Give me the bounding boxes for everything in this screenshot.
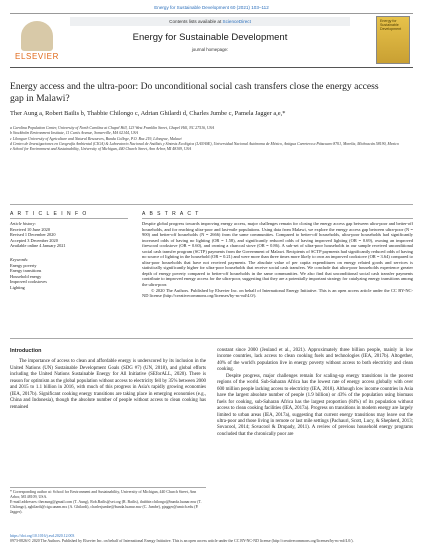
keyword[interactable]: Improved cookstoves bbox=[10, 279, 47, 285]
article-info-heading: A R T I C L E I N F O bbox=[10, 211, 88, 217]
author[interactable]: Adrian Ghilardi d bbox=[140, 110, 186, 117]
affiliation: d Centro de Investigaciones en Geografía Ambiental (CIGA) & Laboratorio Nacional de Análisis y Síntesis Ecológica (LANASE), Universidad Nacional Autónoma de México, Antigua Carretera a Pátzcuaro 8701, Morelia, Michoacán 58190, Mexico bbox=[10, 141, 399, 146]
homepage-prefix: journal homepage: bbox=[191, 47, 229, 52]
header-center bbox=[70, 17, 350, 52]
affiliation: a Carolina Population Center, University of North Carolina at Chapel Hill, 123 West Franklin Street, Chapel Hill, NC 27516, USA bbox=[10, 126, 215, 130]
section-heading: Introduction bbox=[10, 348, 42, 354]
history-label: Article history: bbox=[10, 221, 37, 226]
elsevier-logo[interactable] bbox=[13, 19, 61, 63]
divider bbox=[10, 338, 413, 339]
article-title: Energy access and the ultra-poor: Do unconditional social cash transfers close the energy access gap in Malawi? bbox=[10, 81, 379, 104]
sciencedirect-link[interactable]: ScienceDirect bbox=[222, 19, 251, 24]
journal-cover-thumbnail[interactable] bbox=[376, 16, 410, 64]
cover-title: Energy for Sustainable Development bbox=[380, 19, 402, 31]
author[interactable]: Robert Bailis b bbox=[45, 110, 84, 117]
article-info bbox=[10, 221, 128, 291]
issn-line: 0973-0826/© 2020 The Authors. Published by Elsevier Inc. on behalf of International Energy Initiative. This is an open access article under the CC BY-NC-ND license (http://creativecommons.org/licenses/by-nc-nd/4.0/). bbox=[10, 539, 354, 543]
divider bbox=[10, 218, 128, 219]
keyword[interactable]: Household energy bbox=[10, 273, 42, 279]
journal-header bbox=[10, 13, 413, 68]
publisher-name: ELSEVIER bbox=[15, 52, 59, 61]
accepted-date: Accepted 3 December 2020 bbox=[10, 237, 58, 243]
homepage-line bbox=[70, 47, 350, 52]
abstract-text: Despite global progress towards improving energy access, major challenges remain for closing the energy access gap between ultra-poor and better-off households, and for reaching ultra-poor and last-mile populations. Using data from Malawi, we explore the energy access gap between ultra-poor (N = 900) and better-off households (N = 2666) from the same communities. Compared to better-off households, ultra-poor households had significantly increased odds of having no lighting (OR = 1.58), and significantly reduced odds of having improved lighting (OR = 0.69), owning an improved firewood cookstove (OR = 0.60), and owning a charcoal stove (OR = 0.86). A sub-set of ultra-poor households in our sample received unconditional social cash transfer program (SCTP) payments from the Government of Malawi. Recipients of SCTP payments had significantly reduced odds of having no source of lighting in the household (OR = 0.21) and were more than three times more likely to own an improved cookstove (OR = 3.64) compared to ultra-poor households that have not received payments. The absolute value of per capita expenditures on energy related goods and services is statistically significantly higher for ultra-poor households that receive social cash transfers. We conclude that ultra-poor households experience greater depth of energy poverty compared to better-off households in the same communities. We also find that unconditional social cash transfer payments contribute to improved energy access for the ultra-poor, suggesting that they are a potentially important strategy for catalyzing energy transitions among the ultra-poor. bbox=[142, 221, 413, 288]
author[interactable]: Thabbie Chilongo c bbox=[86, 110, 138, 117]
divider bbox=[10, 204, 413, 205]
keyword[interactable]: Energy poverty bbox=[10, 262, 37, 268]
affiliation: b Stockholm Environment Institute, 11 Curtis Avenue, Somerville, MA 02144, USA bbox=[10, 131, 139, 136]
affiliations bbox=[10, 126, 410, 152]
corresponding-author-footnote: * Corresponding author at: School for Environment and Sustainability, University of Michigan, 440 Church Street, Ann Arbor, MI 48109, USA. E-mail addresses: theraung@gmail.com (T. Aung), Rob.Bailis@sei.org (R. Bailis), thabbie.chilongo@bunda.luanar.mw (T. Chilongo), aghilardi@ciga.unam.mx (A. Ghilardi), charlesjumbe@bunda.luanar.mw (C. Jumbe), pjagger@umich.edu (P. Jagger). bbox=[10, 487, 206, 515]
online-date: Available online 4 January 2021 bbox=[10, 243, 66, 249]
body-column-left bbox=[10, 348, 206, 411]
copyright-notice: © 2020 The Authors. Published by Elsevier Inc. on behalf of International Energy Initiative. This is an open access article under the CC BY-NC-ND license (http://creativecommons.org/licenses/by-nc-nd/4.0/). bbox=[142, 287, 413, 299]
contents-line bbox=[70, 17, 350, 26]
contents-prefix: Contents lists available at bbox=[169, 19, 223, 24]
doi-link[interactable]: https://doi.org/10.1016/j.esd.2020.12.003 bbox=[10, 534, 75, 538]
author[interactable]: Charles Jumbe c bbox=[189, 110, 232, 117]
keyword[interactable]: Lighting bbox=[10, 284, 25, 290]
journal-title[interactable]: Energy for Sustainable Development bbox=[132, 32, 288, 43]
revised-date: Revised 1 December 2020 bbox=[10, 232, 56, 238]
author[interactable]: Pamela Jagger a,e,* bbox=[234, 110, 286, 117]
affiliation: c Lilongwe University of Agriculture and Natural Resources, Bunda College, P.O. Box 219, Lilongwe, Malawi bbox=[10, 136, 182, 141]
body-paragraph: constant since 2000 (Jeuland et al., 2021). Approximately three billion people, mainly in low income countries, lack access to clean cooking fuels and technologies (IEA, 2017b). Altogether, 40% of the world's population live in energy poverty without access to both electricity and clean cooking. bbox=[217, 348, 413, 373]
body-paragraph: The importance of access to clean and affordable energy is underscored by its inclusion in the United Nations (UN) Sustainable Development Goals (SDG #7) (UN, 2018), and global efforts including the United Nations Sustainable Energy for All Initiative (SEforALL, 2020). There is reason for optimism as the global population without access to electricity fell by 35% between 2000 and 2015 to 1.1 billion in 2016, with much of this progress in Asia's rapidly growing economies (IEA, 2017b). Significant cooking energy transitions are taking place in emerging economies (e.g., China and Indonesia), though the absolute number of people without access to clean cooking has remained bbox=[10, 359, 206, 410]
divider bbox=[142, 218, 413, 219]
elsevier-tree-icon bbox=[21, 21, 53, 51]
author[interactable]: Ther Aung a bbox=[10, 110, 42, 117]
abstract bbox=[142, 221, 413, 299]
keywords-label: Keywords: bbox=[10, 256, 29, 262]
keyword[interactable]: Energy transitions bbox=[10, 268, 42, 274]
received-date: Received 10 June 2020 bbox=[10, 226, 50, 232]
journal-reference[interactable]: Energy for Sustainable Development 60 (2021) 103–112 bbox=[154, 5, 269, 10]
abstract-heading: A B S T R A C T bbox=[142, 211, 200, 217]
affiliation: e School for Environment and Sustainability, University of Michigan, 440 Church Street, Ann Arbor, MI 48109, USA bbox=[10, 147, 192, 152]
body-column-right bbox=[217, 348, 413, 438]
page-footer bbox=[10, 534, 413, 544]
author-list: Ther Aung a, Robert Bailis b, Thabbie Chilongo c, Adrian Ghilardi d, Charles Jumbe c, Pamela Jagger a,e,* bbox=[10, 110, 286, 117]
body-paragraph: Despite progress, major challenges remain for scaling-up energy transitions in the poorest regions of the world. Sub-Saharan Africa has the lowest rate of energy access globally with over 600 million people lacking access to electricity (IEA, 2018). Although low income countries in Asia have the largest absolute number of people (1.9 billion) or 43% of the population using biomass fuels for cooking, sub-Saharan Africa has the largest proportion (84%) of its population without access to clean cooking facilities (IEA, 2017a). Progress on transitions in modern energy are largely limited to urban areas (IEA, 2017a), suggesting that current energy transitions may leave out the ultra-poor and those living in remote or last mile settings (Pachauri, Scott, Lucy, & Shepherd, 2013; Sovacool, 2014; Sovacool & Drupady, 2011). A review of previous household energy programs concluded that the chronically poor are bbox=[217, 373, 413, 437]
